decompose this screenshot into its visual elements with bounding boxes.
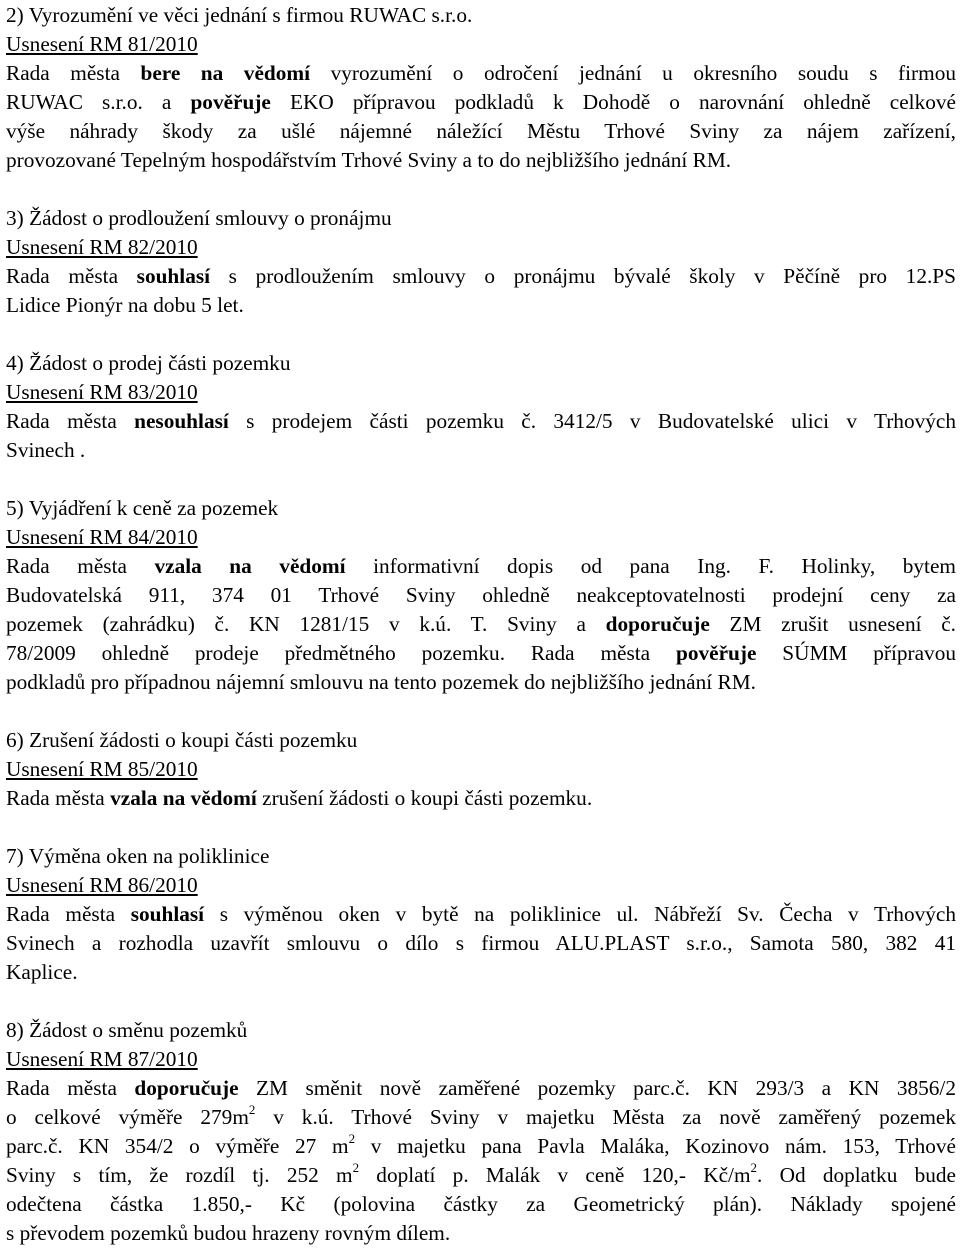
- paragraph-line: [6, 1132, 956, 1161]
- paragraph-line: podkladů pro případnou nájemní smlouvu na tento pozemek do nejbližšího jednání RM.: [6, 670, 756, 694]
- resolution-number: Usnesení RM 86/2010: [6, 873, 198, 897]
- text-run: Rada města: [6, 409, 135, 433]
- paragraph-line: [6, 639, 956, 668]
- text-run: ZM směnit nově zaměřené pozemky parc.č. KN 293/3 a KN 3856/2: [238, 1076, 956, 1100]
- paragraph-line: [6, 59, 956, 88]
- section-number: 4): [6, 351, 24, 375]
- text-run: pozemek (zahrádku) č. KN 1281/15 v k.ú. T. Sviny a: [6, 612, 606, 636]
- paragraph-line: [6, 610, 956, 639]
- text-run: Rada města: [6, 1076, 135, 1100]
- section-number: 6): [6, 728, 24, 752]
- section-title: Žádost o prodej části pozemku: [23, 351, 291, 375]
- section-title: Vyrozumění ve věci jednání s firmou RUWAC s.r.o.: [23, 3, 473, 27]
- paragraph-line: [6, 1074, 956, 1103]
- bold-verb: nesouhlasí: [134, 409, 229, 433]
- text-run: v k.ú. Trhové Sviny v majetku Města za nově zaměřený pozemek: [255, 1105, 956, 1129]
- bold-verb: bere na vědomí: [140, 61, 311, 85]
- text-run: Rada města: [6, 61, 141, 85]
- section-number: 8): [6, 1018, 24, 1042]
- paragraph-line: odečtena částka 1.850,- Kč (polovina částky za Geometrický plán). Náklady spojené: [6, 1192, 956, 1216]
- section-6-heading: [6, 726, 960, 755]
- superscript: 2: [248, 1102, 256, 1117]
- text-run: ZM zrušit usnesení č.: [709, 612, 956, 636]
- text-run: s prodloužením smlouvy o pronájmu bývalé školy v Pěčíně pro 12.PS: [210, 264, 956, 288]
- resolution-number: Usnesení RM 83/2010: [6, 380, 198, 404]
- text-run: Rada města: [6, 264, 137, 288]
- paragraph-line: [6, 88, 956, 117]
- paragraph-line: [6, 784, 960, 813]
- paragraph-line: [6, 407, 956, 436]
- bold-verb: vzala na vědomí: [110, 786, 257, 810]
- section-number: 5): [6, 496, 24, 520]
- bold-verb: doporučuje: [605, 612, 710, 636]
- bold-verb: doporučuje: [134, 1076, 239, 1100]
- superscript: 2: [348, 1131, 356, 1146]
- superscript: 2: [352, 1160, 360, 1175]
- text-run: EKO přípravou podkladů k Dohodě o narovnání ohledně celkové: [270, 90, 956, 114]
- section-3-heading: [6, 204, 960, 233]
- section-title: Vyjádření k ceně za pozemek: [23, 496, 279, 520]
- text-run: Rada města: [6, 786, 111, 810]
- paragraph-line: [6, 262, 956, 291]
- superscript: 2: [750, 1160, 758, 1175]
- resolution-number: Usnesení RM 84/2010: [6, 525, 198, 549]
- paragraph-line: Lidice Pionýr na dobu 5 let.: [6, 293, 244, 317]
- text-run: parc.č. KN 354/2 o výměře 27 m: [6, 1134, 349, 1158]
- resolution-number: Usnesení RM 82/2010: [6, 235, 198, 259]
- resolution-number: Usnesení RM 85/2010: [6, 757, 198, 781]
- paragraph-line: výše náhrady škody za ušlé nájemné náležící Městu Trhové Sviny za nájem zařízení,: [6, 119, 956, 143]
- paragraph-line: [6, 552, 956, 581]
- bold-verb: souhlasí: [130, 902, 205, 926]
- text-run: Rada města: [6, 554, 155, 578]
- text-run: zrušení žádosti o koupi části pozemku.: [256, 786, 593, 810]
- bold-verb: pověřuje: [190, 90, 271, 114]
- text-run: v majetku pana Pavla Maláka, Kozinovo nám. 153, Trhové: [355, 1134, 956, 1158]
- paragraph-line: provozované Tepelným hospodářstvím Trhové Sviny a to do nejbližšího jednání RM.: [6, 148, 732, 172]
- text-run: s výměnou oken v bytě na poliklinice ul. Nábřeží Sv. Čecha v Trhových: [204, 902, 956, 926]
- section-title: Výměna oken na poliklinice: [23, 844, 270, 868]
- section-4-heading: [6, 349, 960, 378]
- section-title: Žádost o prodloužení smlouvy o pronájmu: [23, 206, 392, 230]
- section-2-heading: [6, 1, 960, 30]
- bold-verb: souhlasí: [136, 264, 211, 288]
- paragraph-line: Svinech .: [6, 438, 86, 462]
- paragraph-line: [6, 1103, 956, 1132]
- section-8-heading: [6, 1016, 960, 1045]
- text-run: Sviny s tím, že rozdíl tj. 252 m: [6, 1163, 353, 1187]
- text-run: doplatí p. Malák v ceně 120,- Kč/m: [359, 1163, 751, 1187]
- section-5-heading: [6, 494, 960, 523]
- text-run: . Od doplatku bude: [757, 1163, 956, 1187]
- bold-verb: vzala na vědomí: [154, 554, 346, 578]
- paragraph-line: Budovatelská 911, 374 01 Trhové Sviny ohledně neakceptovatelnosti prodejní ceny za: [6, 583, 956, 607]
- text-run: vyrozumění o odročení jednání u okresního soudu s firmou: [310, 61, 956, 85]
- section-number: 7): [6, 844, 24, 868]
- paragraph-line: [6, 1161, 956, 1190]
- text-run: RUWAC s.r.o. a: [6, 90, 191, 114]
- paragraph-line: Svinech a rozhodla uzavřít smlouvu o dílo s firmou ALU.PLAST s.r.o., Samota 580, 382 41: [6, 931, 956, 955]
- section-number: 2): [6, 3, 24, 27]
- text-run: s prodejem části pozemku č. 3412/5 v Budovatelské ulici v Trhových: [228, 409, 956, 433]
- text-run: informativní dopis od pana Ing. F. Holinky, bytem: [345, 554, 956, 578]
- text-run: o celkové výměře 279m: [6, 1105, 249, 1129]
- paragraph-line: s převodem pozemků budou hrazeny rovným dílem.: [6, 1221, 451, 1245]
- section-title: Žádost o směnu pozemků: [23, 1018, 248, 1042]
- section-title: Zrušení žádosti o koupi části pozemku: [23, 728, 358, 752]
- paragraph-line: [6, 900, 956, 929]
- paragraph-line: Kaplice.: [6, 960, 78, 984]
- resolution-number: Usnesení RM 81/2010: [6, 32, 198, 56]
- bold-verb: pověřuje: [675, 641, 757, 665]
- resolution-number: Usnesení RM 87/2010: [6, 1047, 198, 1071]
- section-number: 3): [6, 206, 24, 230]
- text-run: 78/2009 ohledně prodeje předmětného pozemku. Rada města: [6, 641, 676, 665]
- section-7-heading: [6, 842, 960, 871]
- text-run: SÚMM přípravou: [756, 641, 956, 665]
- text-run: Rada města: [6, 902, 131, 926]
